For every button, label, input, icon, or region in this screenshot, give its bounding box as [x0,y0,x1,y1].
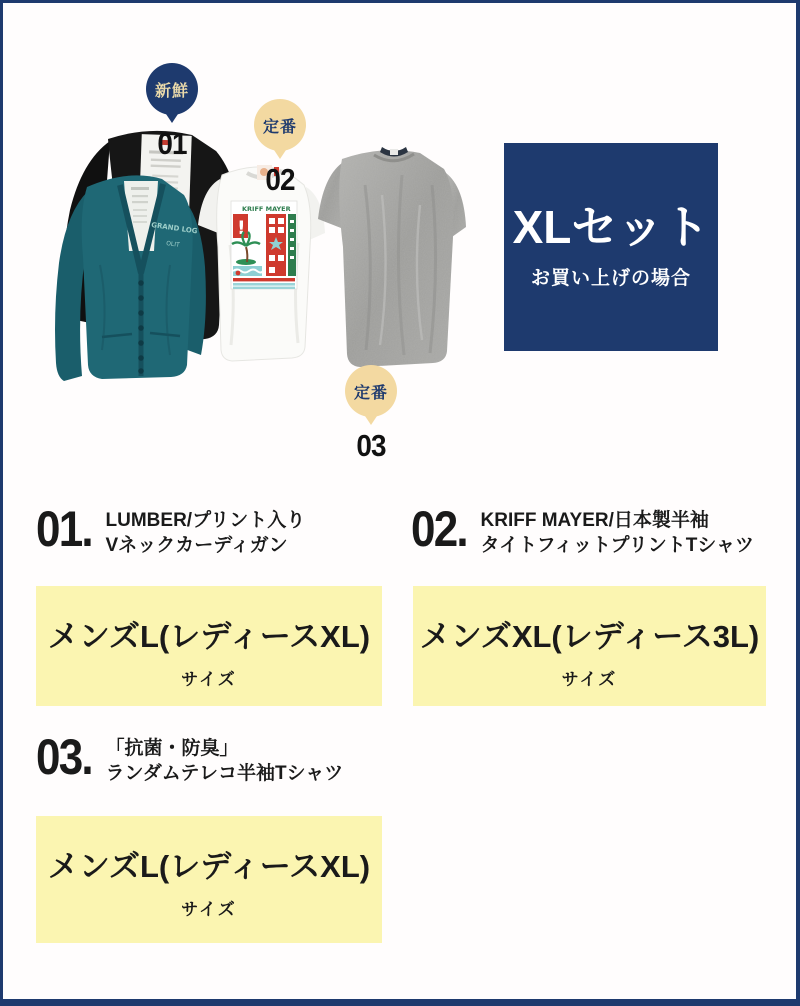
size-caption: サイズ [181,670,237,689]
size-caption: サイズ [561,670,618,689]
badge-item-02 [252,99,308,198]
item-03-header [36,729,344,786]
svg-text:!: ! [237,217,246,239]
item-number: 03. [36,729,92,785]
item-number: 01. [36,501,92,557]
svg-text:GRAND LOG: GRAND LOG [150,221,198,236]
item-01-header [36,501,306,558]
promo-subtitle: お買い上げの場合 [530,268,691,289]
xl-set-promo-box [504,143,718,351]
item-02-header [411,501,754,558]
badge-number: 03 [356,428,386,463]
item-title-line1: KRIFF MAYER/日本製半袖 [480,510,709,531]
item-title-line2: ランダムテレコ半袖Tシャツ [105,763,344,785]
badge-item-03 [343,365,399,464]
speech-bubble-icon [345,365,397,417]
tshirt-print [231,201,297,289]
speech-bubble-icon [146,63,198,115]
svg-text:OLIT: OLIT [165,240,181,249]
item-title-line2: タイトフィットプリントTシャツ [480,535,754,557]
badge-label: 新鮮 [154,82,189,100]
badge-number: 02 [265,162,295,197]
item-number: 02. [411,501,467,557]
badge-item-01 [144,63,200,162]
svg-text:KRIFF MAYER: KRIFF MAYER [242,205,291,213]
item-01-size-box [36,586,382,706]
teal-cardigan [55,175,206,381]
badge-label: 定番 [353,384,388,402]
size-caption: サイズ [181,900,237,919]
item-02-size-box [413,586,766,706]
badge-number: 01 [157,126,187,161]
badge-label: 定番 [262,118,297,136]
promo-title: XLセット [512,201,710,253]
size-value: メンズXL(レディース3L) [419,619,760,654]
gray-melange-tshirt [310,137,475,372]
size-value: メンズL(レディースXL) [47,849,371,884]
item-title-line1: LUMBER/プリント入り [105,510,306,531]
item-03-size-box [36,816,382,943]
speech-bubble-icon [254,99,306,151]
item-title-line1: 「抗菌・防臭」 [105,738,239,759]
item-title-line2: Vネックカーディガン [105,535,288,557]
size-value: メンズL(レディースXL) [47,619,371,654]
